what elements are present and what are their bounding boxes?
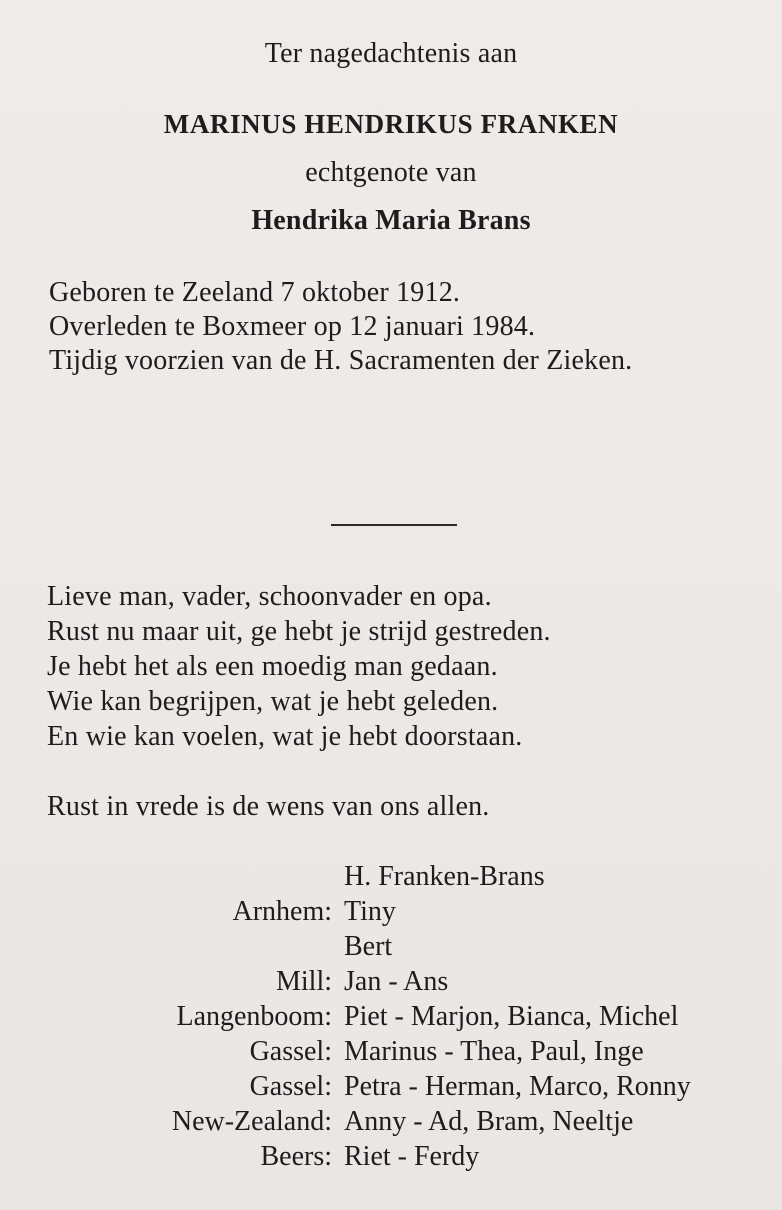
family-place: Mill: bbox=[275, 966, 332, 997]
family-names: Jan - Ans bbox=[344, 966, 449, 997]
family-place: Arnhem: bbox=[232, 896, 332, 927]
family-names: Piet - Marjon, Bianca, Michel bbox=[344, 1001, 679, 1032]
death-line: Overleden te Boxmeer op 12 januari 1984. bbox=[49, 311, 536, 342]
poem-line: Lieve man, vader, schoonvader en opa. bbox=[47, 581, 492, 612]
poem-line: En wie kan voelen, wat je hebt doorstaan. bbox=[47, 721, 523, 752]
family-row bbox=[0, 1140, 782, 1174]
family-place: Beers: bbox=[260, 1141, 332, 1172]
sacraments-line: Tijdig voorzien van de H. Sacramenten der Zieken. bbox=[49, 345, 633, 376]
family-names: Bert bbox=[344, 931, 393, 962]
family-names: H. Franken-Brans bbox=[344, 861, 545, 892]
closing-line: Rust in vrede is de wens van ons allen. bbox=[47, 791, 490, 822]
family-row bbox=[0, 1105, 782, 1139]
family-row bbox=[0, 1070, 782, 1104]
family-row bbox=[0, 860, 782, 894]
family-names: Petra - Herman, Marco, Ronny bbox=[344, 1071, 691, 1102]
family-row bbox=[0, 1035, 782, 1069]
spouse-name: Hendrika Maria Brans bbox=[251, 205, 531, 236]
family-names: Marinus - Thea, Paul, Inge bbox=[344, 1036, 644, 1067]
family-place: Gassel: bbox=[249, 1071, 332, 1102]
intro-text: Ter nagedachtenis aan bbox=[264, 38, 518, 69]
poem-line: Wie kan begrijpen, wat je hebt geleden. bbox=[47, 686, 499, 717]
family-row bbox=[0, 930, 782, 964]
family-row bbox=[0, 1000, 782, 1034]
family-names: Tiny bbox=[344, 896, 396, 927]
relation-text: echtgenote van bbox=[305, 157, 477, 188]
family-place: Gassel: bbox=[249, 1036, 332, 1067]
poem-line: Je hebt het als een moedig man gedaan. bbox=[47, 651, 498, 682]
birth-line: Geboren te Zeeland 7 oktober 1912. bbox=[49, 277, 461, 308]
deceased-name: MARINUS HENDRIKUS FRANKEN bbox=[163, 109, 619, 139]
family-names: Riet - Ferdy bbox=[344, 1141, 480, 1172]
poem-line: Rust nu maar uit, ge hebt je strijd gestreden. bbox=[47, 616, 551, 647]
divider-rule bbox=[331, 524, 457, 526]
family-place: New-Zealand: bbox=[171, 1106, 332, 1137]
family-row bbox=[0, 965, 782, 999]
family-place: Langenboom: bbox=[176, 1001, 332, 1032]
family-row bbox=[0, 895, 782, 929]
family-names: Anny - Ad, Bram, Neeltje bbox=[344, 1106, 634, 1137]
